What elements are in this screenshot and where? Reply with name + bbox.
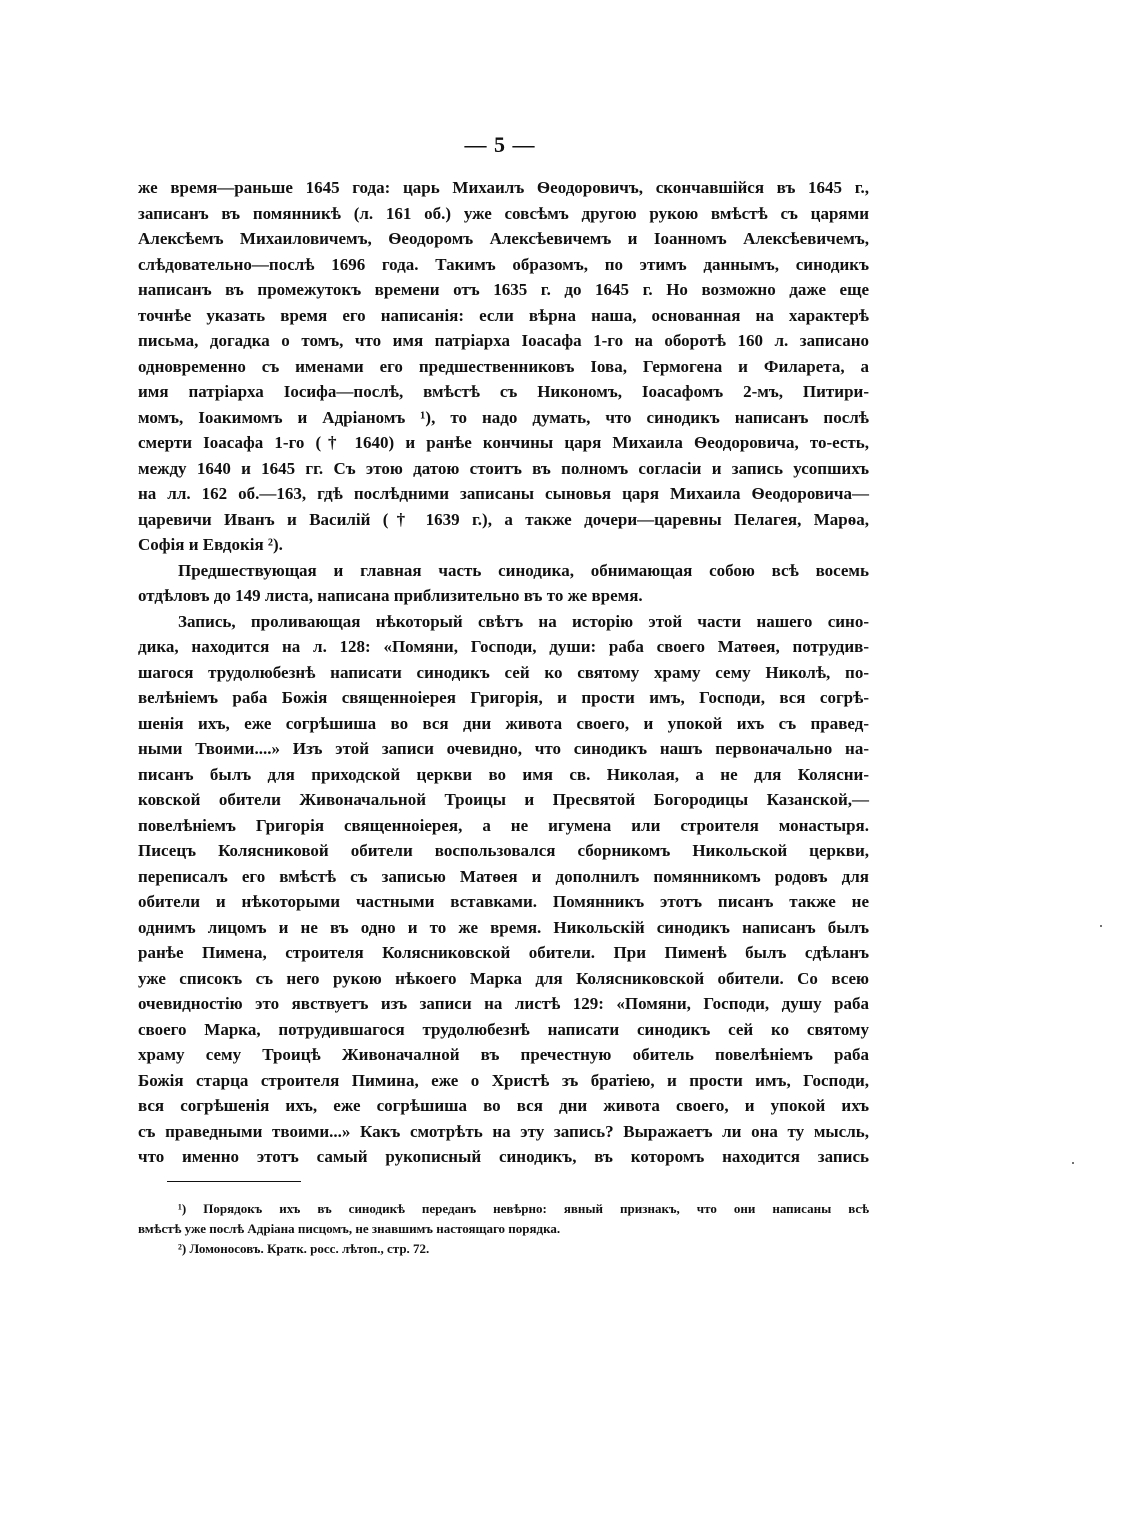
text-line: что именно этотъ самый рукописный синодикъ, въ которомъ находится запись [138, 1147, 869, 1166]
text-line: ными Твоими....» Изъ этой записи очевидно, что синодикъ нашъ первоначально на- [138, 739, 869, 758]
body-text [138, 175, 869, 1170]
text-line: вся согрѣшенія ихъ, еже согрѣшиша во вся дни живота своего, и упокой ихъ [138, 1096, 869, 1115]
scan-speck [1072, 1162, 1074, 1164]
text-line: имя патріарха Іосифа—послѣ, вмѣстѣ съ Никономъ, Іоасафомъ 2-мъ, Питири- [138, 382, 869, 401]
text-line: повелѣніемъ Григорія священноіерея, а не игумена или строителя монастыря. [138, 815, 869, 835]
text-line: на лл. 162 об.—163, гдѣ послѣдними записаны сыновья царя Михаила Ѳеодоровича— [138, 484, 869, 503]
text-line: шагося трудолюбезнѣ написати синодикъ сей ко святому храму сему Николѣ, по- [138, 662, 869, 682]
text-line: съ праведными твоими...» Какъ смотрѣть на эту запись? Выражаетъ ли она ту мысль, [138, 1121, 869, 1141]
text-line: точнѣе указать время его написанія: если вѣрна наша, основанная на характерѣ [138, 305, 869, 325]
text-line: Писецъ Колясниковой обители воспользовался сборникомъ Никольской церкви, [138, 841, 869, 860]
footnote-divider [167, 1181, 301, 1182]
footnotes [138, 1199, 869, 1259]
text-line: момъ, Іоакимомъ и Адріаномъ ¹), то надо думать, что синодикъ написанъ послѣ [138, 407, 869, 427]
text-line: шенія ихъ, еже согрѣшиша во вся дни живота своего, и упокой ихъ съ правед- [138, 713, 869, 733]
text-line: ковской обители Живоначальной Троицы и Пресвятой Богородицы Казанской,— [138, 790, 869, 809]
text-line: писанъ былъ для приходской церкви во имя св. Николая, а не для Колясни- [138, 764, 869, 784]
text-line: своего Марка, потрудившагося трудолюбезнѣ написати синодикъ сей ко святому [138, 1019, 869, 1039]
text-line: Предшествующая и главная часть синодика, обнимающая собою всѣ восемь [178, 560, 869, 580]
text-line: Божія старца строителя Пимина, еже о Христѣ зъ братіею, и прости имъ, Господи, [138, 1070, 869, 1090]
text-line: дика, находится на л. 128: «Помяни, Господи, души: раба своего Матѳея, потрудив- [138, 637, 869, 656]
page-number: — 5 — [464, 132, 536, 157]
paragraph-1 [138, 175, 869, 558]
text-line: одновременно съ именами его предшественниковъ Іова, Гермогена и Филарета, а [138, 356, 869, 376]
text-line: ранѣе Пимена, строителя Колясниковской обители. При Пименѣ былъ сдѣланъ [138, 943, 869, 962]
text-line: очевидностію это явствуетъ изъ записи на листѣ 129: «Помяни, Господи, душу раба [138, 994, 869, 1013]
text-line: Запись, проливающая нѣкоторый свѣтъ на исторію этой части нашего сино- [178, 611, 869, 631]
text-line: Алексѣемъ Михаиловичемъ, Ѳеодоромъ Алексѣевичемъ и Іоанномъ Алексѣевичемъ, [138, 229, 869, 248]
text-line: же время—раньше 1645 года: царь Михаилъ Ѳеодоровичъ, скончавшійся въ 1645 г., [138, 178, 869, 197]
text-line: обители и нѣкоторыми частными вставками. Помянникъ этотъ писанъ также не [138, 892, 869, 911]
text-line: Софія и Евдокія ²). [138, 535, 283, 554]
text-line: письма, догадка о томъ, что имя патріарха Іоасафа 1-го на оборотѣ 160 л. записано [138, 331, 869, 350]
footnote-line: ¹) Порядокъ ихъ въ синодикѣ переданъ невѣрно: явный признакъ, что они написаны всѣ [178, 1201, 869, 1216]
paragraph-3 [138, 609, 869, 1170]
footnote-2 [138, 1239, 869, 1259]
text-line: слѣдовательно—послѣ 1696 года. Такимъ образомъ, по этимъ даннымъ, синодикъ [138, 254, 869, 274]
text-line: записанъ въ помянникѣ (л. 161 об.) уже совсѣмъ другою рукою вмѣстѣ съ царями [138, 203, 869, 223]
scan-speck [1100, 925, 1102, 927]
text-line: отдѣловъ до 149 листа, написана приблизительно въ то же время. [138, 586, 643, 605]
text-line: уже списокъ съ него рукою нѣкоего Марка для Колясниковской обители. Со всею [138, 968, 869, 988]
text-line: царевичи Иванъ и Василій († 1639 г.), а также дочери—царевны Пелагея, Марѳа, [138, 509, 869, 529]
text-line: велѣніемъ раба Божія священноіерея Григорія, и прости имъ, Господи, вся согрѣ- [138, 688, 869, 707]
text-line: храму сему Троицѣ Живоначалной въ пречестную обитель повелѣніемъ раба [138, 1045, 869, 1064]
text-line: между 1640 и 1645 гг. Съ этою датою стоитъ въ полномъ согласіи и запись усопшихъ [138, 458, 869, 478]
text-line: переписалъ его вмѣстѣ съ записью Матѳея и дополнилъ помянникомъ родовъ для [138, 866, 869, 886]
text-line: однимъ лицомъ и не въ одно и то же время. Никольскій синодикъ написанъ былъ [138, 917, 869, 937]
text-line: написанъ въ промежутокъ времени отъ 1635 г. до 1645 г. Но возможно даже еще [138, 280, 869, 299]
footnote-line: вмѣстѣ уже послѣ Адріана писцомъ, не знавшимъ настоящаго порядка. [138, 1221, 561, 1236]
paragraph-2 [138, 558, 869, 609]
text-line: смерти Іоасафа 1-го († 1640) и ранѣе кончины царя Михаила Ѳеодоровича, то-есть, [138, 433, 869, 452]
footnote-1 [138, 1199, 869, 1239]
footnote-line: ²) Ломоносовъ. Кратк. росс. лѣтоп., стр. 72. [178, 1241, 430, 1256]
